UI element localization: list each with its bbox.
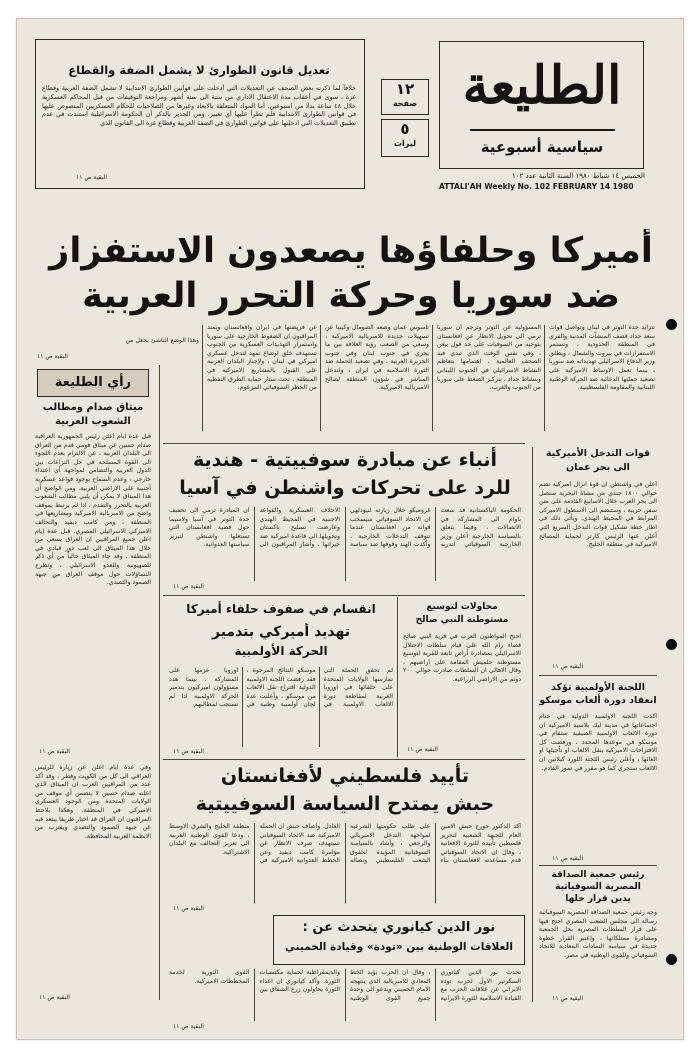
- interview-body: تحدث نور الدين كيانوري السكرتير الاول لحزب توده الايراني عن علاقات الحزب مع القيادة الاسلامية للثورة الايرانية ، وقال ان الحزب يؤيد الخط المعادي للامبريالية الذي ينتهجه الامام الخميني ويدعو الى وحدة جميع القوى الوطنية والديمقراطية لحماية مكتسبات الثورة. وأكد كيانوري ان اعداء الثورة يحاولون زرع الشقاق بين القوى الثورية لخدمة المخططات الاميركية.: [169, 969, 521, 1002]
- settlement-body: احتج المواطنون العرب في قرية النبي صالح قضاء رام الله على قيام سلطات الاحتلال الاسرائيلي بمصادرة أراض تابعة للقرية لتوسيع مستوطنة حلميش المقامة على اراضيهم ، وقال الاهالي ان السلطات صادرت حوالي ٢٠٠ دونم من الاراضي الزراعية.: [403, 633, 521, 683]
- split-subheadline-line1: تهديد أميركي بتدمير: [211, 624, 351, 640]
- pages-value: ١٢: [395, 80, 415, 98]
- binder-hole: [666, 639, 677, 650]
- issue-line-arabic: الخميس ١٤ شباط ١٩٨٠ السنة الثانية عدد ١٠٢: [511, 172, 645, 180]
- lead-column: تتزايد حدة التوتر في لبنان وتواصل قوات سعد حداد قصف المنشآت المدنية والقرى في المنطقة الحدودية ، وتستمر الاستفزازات في بيروت والشمال ، ويطلق وزير الدفاع الاسرائيلي تهديداته ضد سوريا ، بينما تعمل الاوساط الاميركية على تصعيد حملتها الدعائية ضد الحركة الوطنية اللبنانية والمقاومة الفلسطينية.: [549, 324, 655, 392]
- top-story-box: [35, 39, 365, 189]
- sidebar-1-headline: [539, 447, 657, 475]
- sidebar-3-headline-line3: يدين قرار حلها: [565, 894, 631, 904]
- soviet-headline-line1: أنباء عن مبادرة سوفييتية - هندية: [193, 449, 497, 471]
- editorial-continued: البقية ص ١١: [39, 748, 70, 755]
- settlement-headline-line2: مستوطنة النبي صالح: [415, 615, 509, 625]
- editorial-body: قبل عدة ايام اعلن رئيس الجمهورية العراقية صدام حسين عن ميثاق قومي قدم من العراق الى البلدان العربية ، عن الالتزام بعدم اللجوء الى القوة المسلحة في حل النزاعات بين الدول العربية والتضامن لمواجهة أي اعتداء خارجي ، وعدم السماح بوجود قواعد عسكرية أجنبية على الاراضي العربية. ومن الواضح أن هذا الميثاق لا يمكن أن يلبي مطالب الشعوب العربية بالتحرر والتقدم ، اذا لم يرتبط بموقف واضح من الامبريالية الاميركية ومشاريعها في المنطقة ، ومن كامب ديفيد والتحالف الاميركي الاسرائيلي المصري. قبل عدة ايام اعلن جميع المراقبين ان العراق يسعى من خلال هذا الميثاق الى لعب دور قيادي في المنطقة ، وقد جاء الميثاق خالياً من أي ذكر للصهيونية وللعدو الاسرائيلي ، وتطرح التساؤلات حول موقف العراق من جبهة الصمود والتصدي.: [35, 433, 151, 587]
- sidebar-1-headline-line2: الى بحر عمان: [566, 462, 630, 473]
- masthead-title: الطليعة: [462, 55, 622, 116]
- afghan-headline-line2: حبش يمتدح السياسة السوفييتية: [195, 793, 495, 815]
- issue-line-latin: ATTALI'AH Weekly No. 102 FEBRUARY 14 1980: [439, 182, 634, 191]
- lower-left-body: وفي عدة ايام اعلن عن زيارة للرئيس العراقي الى كل من الكويت وقطر ، وقد أكد عدد من المراقبين العرب ان الميثاق الذي اعلنه صدام حسين لا يتضمن أي موقف من الولايات المتحدة ومن الوجود العسكري الاميركي في المنطقة. وهكذا يلاحظ المراقبون ان العراق قد اختار طريقا يبتعد فيه عن جبهة الصمود والتصدي ويقترب من الانظمة العربية المحافظة.: [35, 764, 151, 840]
- split-headline: انقسام في صفوف حلفاء أميركا: [186, 602, 376, 616]
- main-headline-line2: ضد سوريا وحركة التحرر العربية: [82, 276, 620, 316]
- interview-headline-line2: العلاقات الوطنية بين «تودة» وقيادة الخميني: [285, 941, 513, 953]
- masthead-subtitle: سياسية أسبوعية: [480, 138, 604, 156]
- interview-continued: البقية ص ١١: [173, 1023, 204, 1030]
- sidebar-3-headline-line2: المصرية السوفياتية: [555, 882, 641, 892]
- sidebar-1-headline-line1: قوات التدخل الأميركية: [545, 448, 651, 459]
- sidebar-3-body: وجه رئيس جمعية الصداقة المصرية السوفياتية رسالة الى مجلس الشعب المصري احتج فيها على قرار السلطات المصرية بحل الجمعية ومصادرة ممتلكاتها ، واعتبر القرار خطوة جديدة في سياسة السادات المعادية للاتحاد السوفياتي وللقوى الوطنية في مصر.: [539, 909, 657, 959]
- sidebar-1-body: أعلن في واشنطن ان قوة انزال أميركية تضم حوالي ١٨٠٠ جندي من مشاة البحرية ستصل الى بحر العرب خلال الاسابيع القادمة على متن سفن حربية ، وستنضم الى الاسطول الاميركي المرابط في المحيط الهندي. ويأتي ذلك في اطار خطة تشكيل قوات التدخل السريع التي أعلن عنها الرئيس كارتر لحماية المصالح الاميركية في منطقة الخليج.: [539, 481, 657, 549]
- sidebar-1-continued: البقية ص ١١: [552, 663, 583, 670]
- top-story-continued: البقية ص ١١: [76, 174, 107, 181]
- editorial-badge: [37, 369, 149, 397]
- masthead: [439, 41, 645, 191]
- sidebar-2-continued: البقية ص ١١: [552, 855, 583, 862]
- afghan-headline-line1: تأييد فلسطيني لأفغانستان: [220, 765, 470, 787]
- binder-hole: [666, 954, 677, 965]
- afghan-continued: البقية ص ١١: [173, 905, 204, 912]
- top-story-headline: تعديل قانون الطوارئ لا يشمل الضفة والقطاع: [68, 63, 330, 77]
- price-value: ٥: [400, 120, 410, 138]
- sidebar-2-body: أكدت اللجنة الاولمبية الدولية في ختام اجتماعاتها في مدينة ليك بلاسيد الاميركية ان دورة الالعاب الاولمبية الصيفية ستقام في موسكو في موعدها المحدد ، ورفضت كل الاقتراحات الاميركية بنقل الالعاب او تأجيلها او الغائها ، وأعلن رئيس اللجنة اللورد كيلانين ان الالعاب ستجري كما هو مقرر في تموز القادم.: [539, 713, 657, 772]
- sidebar-3-headline: [539, 869, 657, 905]
- afghan-body: أكد الدكتور جورج حبش الامين العام للجبهة الشعبية لتحرير فلسطين تأييده للثورة الافغانية ، وقال ان الاتحاد السوفياتي قدم مساعدته لافغانستان بناء على طلب حكومتها الشرعية لمواجهة التدخل الامبريالي والرجعي ، وأشاد بالسياسة السوفياتية المؤيدة لحقوق الشعب الفلسطيني ونضاله العادل. وأضاف حبش ان الحملة الاميركية ضد الاتحاد السوفياتي تستهدف صرف الانظار عن مؤامرة كامب ديفيد وعن الخطط العدوانية الاميركية في منطقة الخليج والشرق الاوسط ، ودعا القوى الوطنية العربية الى تعزيز التحالف مع البلدان الاشتراكية.: [169, 823, 521, 865]
- split-body: لم تحقق الحملة التي تمارسها الولايات المتحدة على حلفائها في اوروبا الغربية لمقاطعة دورة الالعاب الاولمبية في موسكو النتائج المرجوة ، فقد رفضت اللجنة الاولمبية الدولية اقتراح نقل الالعاب من موسكو ، وأعلنت عدة لجان أولمبية وطنية في أوروبا عزمها على المشاركة ، بينما هدد مسؤولون اميركيون بتدمير الحركة الاولمبية اذا لم تستجب لمطالبهم.: [169, 667, 393, 709]
- sidebar-2-headline: [539, 681, 657, 707]
- lead-column: تاسوس عمان وضعه الصومال وكينيا عن تسهيلات جديدة للامبريالية الاميركية ، وسعي من الصعب رؤية العلاقة بين ما يجري في جنوب لبنان وفي جنوب الجزيرة العربية ، وفي تصعيد الحملة ضد الثورة الاسلامية في ايران ، ولتدخل المباشر في شؤون المنطقة لصالح الامبريالية الاميركية.: [325, 324, 429, 392]
- pages-box: [381, 79, 429, 115]
- editorial-badge-label: رأي الطليعة: [54, 375, 132, 390]
- lead-column: المسؤولية عن التوتر وترجم أن سوريا ترمي الى تحويل الانظار عن افغانستان بتوجيه من السوفيات على حد قول بيغن ، وفي نفس الوقت الذي تبدي فيه الصحف العالمية ، اهتمامها بتعاظم النشاط الاسرائيلي في الجنوب اللبناني وبنشاط حداد ، بتركيز الضغط على سوريا من الجنوب والغرب.: [437, 324, 541, 392]
- lead-column: عن فريضتها في ايران وافغانستان ويمتد المراقبون ان الضغوط الخارجية على سوريا واستمرار التهديدات العسكرية من الجنوب تستهدف خلق اوضاع تمهد لتدخل عسكري اميركي في لبنان ، ولإجبار البلدان العربية على القبول بالمشاريع الاميركية في المنطقة ، تحت ستار حماية الطرق النفطية من الخطر السوفياتي المزعوم.: [207, 324, 317, 392]
- lower-left-continued: البقية ص ١١: [39, 994, 70, 1001]
- price-label: ليرات: [393, 139, 417, 148]
- sidebar-3-headline-line1: رئيس جمعية الصداقة: [551, 870, 645, 880]
- newspaper-page: [16, 18, 684, 1040]
- settlement-headline: [401, 601, 523, 627]
- lead-continued: البقية ص ١١: [37, 353, 68, 360]
- sidebar-2-headline-line2: انعقاد دورة ألعاب موسكو: [539, 695, 657, 706]
- price-box: [381, 119, 429, 157]
- binder-hole: [666, 319, 677, 330]
- interview-headline-line1: نور الدين كيانوري يتحدث عن :: [302, 920, 496, 935]
- lead-column: وهذا الوضع الناشئ يجعل من: [125, 337, 199, 344]
- split-subheadline-line2: الحركة الأولمبية: [234, 644, 328, 658]
- split-continued: البقية ص ١١: [173, 748, 204, 755]
- settlement-continued: البقية ص ١١: [407, 746, 438, 753]
- soviet-continued: البقية ص ١١: [173, 583, 204, 590]
- sidebar-3-continued: البقية ص ١١: [552, 995, 583, 1002]
- top-story-body: خلافاً لما ذكرته بعض الصحف عن التعديلات التي أدخلت على قوانين الطوارئ الانتدابية لا تشمل الضفة الغربية وقطاع غزة ، سوى في أعقاب مدة الاعتقال الاداري من ستة الى ستة أشهر ومراجعة التوقيفات من قبل المحاكم العسكرية خلال ٤٨ ساعة بدلا من اسبوعين. أما المواد المتعلقة بالابعاد وغيرها من الصلاحيات للحكام العسكريين المنصوص عليها في قوانين الطوارئ الانتدابية فلم تطرأ عليها أي تغيير. ومن الجدير بالذكر أن الحكومة الاسرائيلية استندت في عدم تطبيق التعديلات التي ادخلتها على قوانين الطوارئ في الضفة الغربية وقطاع غزة الى القانون الذي: [42, 84, 356, 128]
- settlement-headline-line1: محاولات لتوسيع: [426, 602, 498, 612]
- main-headline-line1: أميركا وحلفاؤها يصعدون الاستفزاز: [49, 231, 653, 271]
- editorial-title: ميثاق صدام ومطالب الشعوب العربية: [42, 402, 144, 427]
- pages-label: صفحة: [392, 99, 418, 108]
- sidebar-2-headline-line1: اللجنة الأولمبية تؤكد: [550, 682, 646, 693]
- soviet-headline-line2: للرد على تحركات واشنطن في آسيا: [179, 477, 511, 499]
- soviet-body: الحكومة الباكستانية قد سعت باوام الى المشاركة في الاتصالات ، وفيما يتعلق بالسياسة الخارجية أعلن وزير الخارجية السوفياتي اندريه غروميكو خلال زيارته لنيودلهي ان الاتحاد السوفياتي سيسحب قواته من افغانستان عندما تتوقف التدخلات الخارجية ، وأكدت الهند وقوفها ضد سياسة الاحلاف العسكرية والقواعد الاجنبية في المحيط الهندي وعارضت تسليح باكستان وتحويلها الى قاعدة اميركية ضد جيرانها ، وأشار المراقبون الى أن المبادرة ترمي الى تخفيف حدة التوتر في آسيا ولاسيما حول قضية افغانستان التي تستغلها واشنطن لتبرير سياستها العدوانية.: [169, 507, 521, 549]
